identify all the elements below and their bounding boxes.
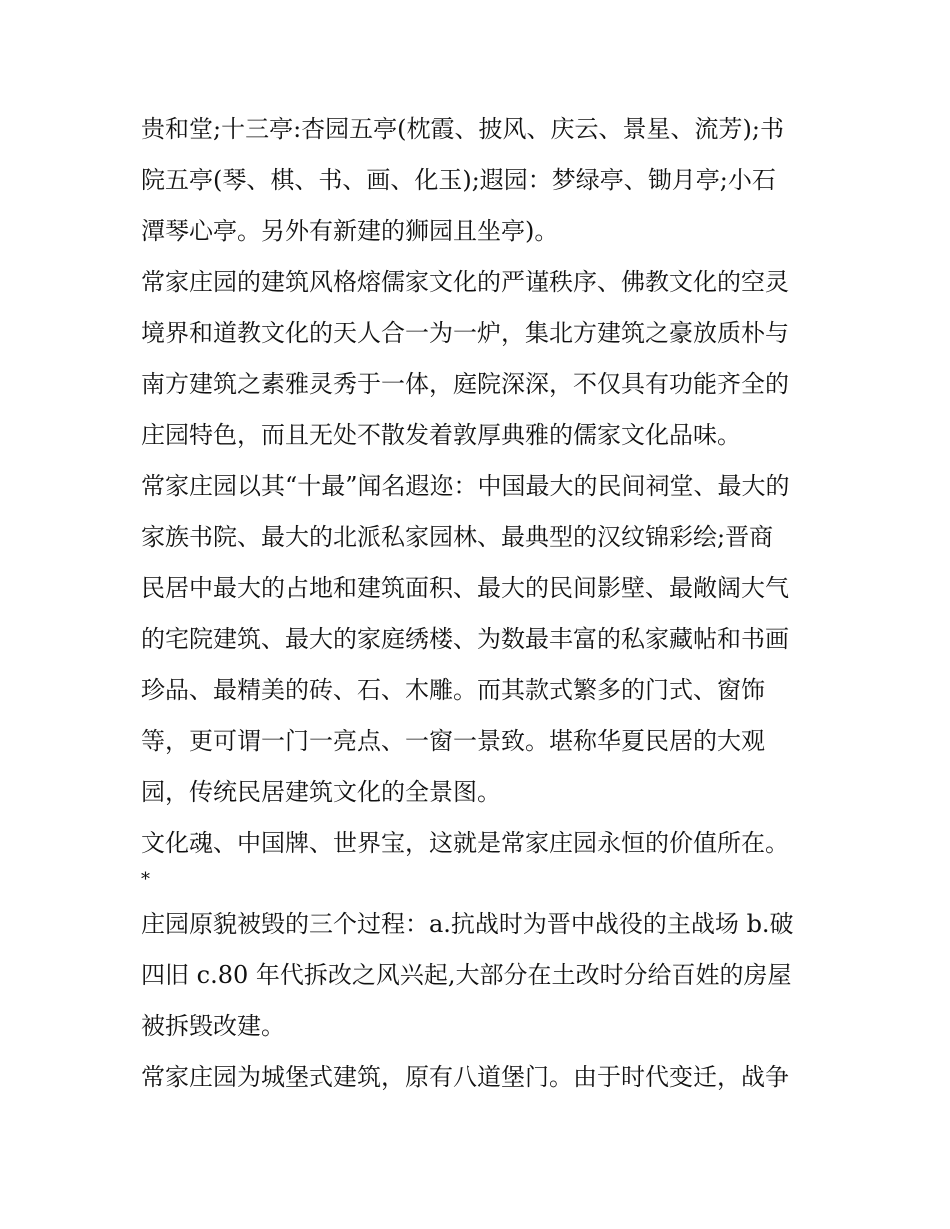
asterisk-marker: * — [141, 869, 150, 890]
text-line: 境界和道教文化的天人合一为一炉，集北方建筑之豪放质朴与 — [141, 319, 789, 347]
text-line: 等，更可谓一门一亮点、一窗一景致。堪称华夏民居的大观 — [141, 727, 765, 755]
document-body — [141, 104, 821, 1103]
text-line: 的宅院建筑、最大的家庭绣楼、为数最丰富的私家藏帖和书画 — [141, 625, 789, 653]
text-line: 庄园原貌被毁的三个过程：a.抗战时为晋中战役的主战场 b.破 — [141, 910, 794, 938]
text-line: 珍品、最精美的砖、石、木雕。而其款式繁多的门式、窗饰 — [141, 676, 765, 704]
paragraph-destruction — [141, 899, 821, 1052]
text-line: 院五亭(琴、棋、书、画、化玉);遐园：梦绿亭、锄月亭;小石 — [141, 166, 776, 194]
text-line: 常家庄园的建筑风格熔儒家文化的严谨秩序、佛教文化的空灵 — [141, 268, 789, 296]
paragraph-architecture-style — [141, 257, 821, 461]
text-line: 园，传统民居建筑文化的全景图。 — [141, 778, 501, 806]
text-line: 文化魂、中国牌、世界宝，这就是常家庄园永恒的价值所在。 — [141, 829, 789, 857]
text-line: 南方建筑之素雅灵秀于一体，庭院深深，不仅具有功能齐全的 — [141, 370, 789, 398]
paragraph-value — [141, 818, 821, 869]
text-line: 常家庄园以其“十最”闻名遐迩：中国最大的民间祠堂、最大的 — [141, 472, 790, 500]
text-line: 常家庄园为城堡式建筑，原有八道堡门。由于时代变迁，战争 — [141, 1063, 789, 1091]
paragraph-castle — [141, 1052, 821, 1103]
paragraph-pavilions — [141, 104, 821, 257]
text-line: 潭琴心亭。另外有新建的狮园且坐亭)。 — [141, 217, 559, 245]
text-line: 被拆毁改建。 — [141, 1012, 285, 1040]
text-line: 贵和堂;十三亭:杏园五亭(枕霞、披风、庆云、景星、流芳);书 — [141, 115, 784, 143]
text-line: 四旧 c.80 年代拆改之风兴起,大部分在土改时分给百姓的房屋 — [141, 961, 792, 989]
text-line: 家族书院、最大的北派私家园林、最典型的汉纹锦彩绘;晋商 — [141, 523, 774, 551]
text-line: 民居中最大的占地和建筑面积、最大的民间影壁、最敞阔大气 — [141, 574, 789, 602]
paragraph-ten-bests — [141, 461, 821, 818]
text-line: 庄园特色，而且无处不散发着敦厚典雅的儒家文化品味。 — [141, 421, 741, 449]
spacer — [141, 891, 821, 899]
